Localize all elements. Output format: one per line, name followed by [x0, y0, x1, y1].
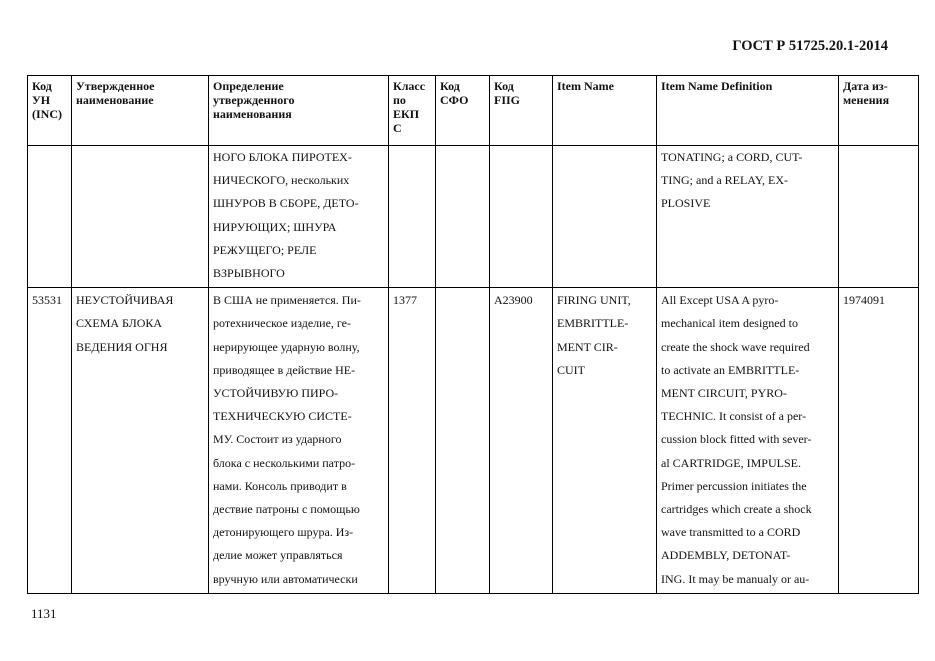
cell-text-line: FIIG: [494, 93, 521, 107]
column-header-item-name: [553, 76, 657, 146]
column-header-inc-code: [28, 76, 72, 146]
cell-text-line: нами. Консоль приводит в: [213, 478, 347, 493]
page-number: 1131: [31, 606, 57, 621]
cell-text-line: cussion block fitted with sever-: [661, 432, 812, 447]
cell-text-line: детонирующего шрура. Из-: [213, 525, 354, 540]
cell-text-line: Код: [494, 79, 514, 93]
cell-text-line: ADDEMBLY, DETONAT-: [661, 548, 791, 563]
cell-text-line: TING; and a RELAY, EX-: [661, 173, 788, 188]
cell-text-line: MENT CIRCUIT, PYRO-: [661, 386, 787, 401]
cell-text-line: TECHNIC. It consist of a per-: [661, 409, 807, 424]
cell-text-line: НИЧЕСКОГО, нескольких: [213, 173, 350, 188]
nomenclature-table: [27, 75, 919, 594]
cell-text-line: cartridges which create a shock: [661, 502, 812, 517]
cell-text-line: ШНУРОВ В СБОРЕ, ДЕТО-: [213, 196, 359, 211]
cell-text-line: Утвержденное: [76, 79, 155, 93]
cell-change-date: [839, 146, 919, 288]
cell-text-line: Класс: [393, 79, 426, 93]
cell-text-line: ВЗРЫВНОГО: [213, 266, 285, 281]
cell-text-line: Определение: [213, 79, 284, 93]
cell-text-line: 1974091: [843, 293, 885, 308]
cell-text-line: делие может управляться: [213, 548, 343, 563]
document-standard-header: ГОСТ Р 51725.20.1-2014: [732, 38, 888, 54]
cell-text-line: С: [393, 121, 402, 135]
table-row: [28, 146, 919, 288]
cell-text-line: вручную или автоматически: [213, 571, 358, 586]
cell-text-line: CUIT: [557, 362, 585, 377]
cell-item-name: [553, 288, 657, 594]
cell-sfo-code: [436, 288, 490, 594]
cell-text-line: МУ. Состоит из ударного: [213, 432, 342, 447]
cell-item-name-definition: [657, 288, 839, 594]
cell-item-name: [553, 146, 657, 288]
table-row: [28, 288, 919, 594]
cell-text-line: СХЕМА БЛОКА: [76, 316, 163, 331]
cell-text-line: create the shock wave required: [661, 339, 810, 354]
cell-text-line: утвержденного: [213, 93, 295, 107]
cell-text-line: ВЕДЕНИЯ ОГНЯ: [76, 339, 168, 354]
cell-text-line: 53531: [32, 293, 62, 308]
cell-text-line: al CARTRIDGE, IMPULSE.: [661, 455, 801, 470]
cell-item-name-definition: [657, 146, 839, 288]
cell-text-line: НИРУЮЩИХ; ШНУРА: [213, 219, 337, 234]
cell-text-line: mechanical item designed to: [661, 316, 798, 331]
cell-text-line: СФО: [440, 93, 469, 107]
cell-class: [389, 288, 436, 594]
cell-text-line: A23900: [494, 293, 533, 308]
column-header-approved-name-definition: [209, 76, 389, 146]
cell-approved-name-definition: [209, 146, 389, 288]
cell-text-line: УН: [32, 93, 51, 107]
cell-text-line: менения: [843, 93, 890, 107]
cell-text-line: Item Name: [557, 79, 614, 93]
cell-text-line: приводящее в действие НЕ-: [213, 362, 356, 377]
cell-approved-name-definition: [209, 288, 389, 594]
cell-text-line: по: [393, 93, 406, 107]
cell-text-line: наименования: [213, 107, 292, 121]
cell-text-line: дествие патроны с помощью: [213, 502, 360, 517]
column-header-class: [389, 76, 436, 146]
cell-text-line: блока с несколькими патро-: [213, 455, 356, 470]
cell-text-line: PLOSIVE: [661, 196, 711, 211]
table-header-row: [28, 76, 919, 146]
column-header-approved-name: [72, 76, 209, 146]
cell-text-line: All Except USA A pyro-: [661, 293, 779, 308]
cell-text-line: ТЕХНИЧЕСКУЮ СИСТЕ-: [213, 409, 352, 424]
cell-fiig-code: [490, 146, 553, 288]
cell-text-line: TONATING; a CORD, CUT-: [661, 150, 803, 164]
cell-text-line: НОГО БЛОКА ПИРОТЕХ-: [213, 150, 352, 164]
cell-class: [389, 146, 436, 288]
cell-text-line: Дата из-: [843, 79, 888, 93]
cell-text-line: наименование: [76, 93, 154, 107]
cell-text-line: В США не применяется. Пи-: [213, 293, 361, 308]
column-header-fiig-code: [490, 76, 553, 146]
column-header-change-date: [839, 76, 919, 146]
cell-text-line: 1377: [393, 293, 417, 308]
cell-text-line: MENT CIR-: [557, 339, 618, 354]
cell-text-line: ING. It may be manualy or au-: [661, 571, 810, 586]
cell-text-line: EMBRITTLE-: [557, 316, 629, 331]
cell-inc-code: [28, 146, 72, 288]
cell-text-line: Код: [440, 79, 460, 93]
cell-approved-name: [72, 146, 209, 288]
column-header-item-name-definition: [657, 76, 839, 146]
cell-change-date: [839, 288, 919, 594]
cell-text-line: Item Name Definition: [661, 79, 773, 93]
cell-text-line: НЕУСТОЙЧИВАЯ: [76, 293, 174, 308]
cell-fiig-code: [490, 288, 553, 594]
cell-sfo-code: [436, 146, 490, 288]
cell-text-line: УСТОЙЧИВУЮ ПИРО-: [213, 386, 339, 401]
cell-text-line: нерирующее ударную волну,: [213, 339, 360, 354]
cell-text-line: ротехническое изделие, ге-: [213, 316, 351, 331]
cell-text-line: to activate an EMBRITTLE-: [661, 362, 800, 377]
cell-text-line: Primer percussion initiates the: [661, 478, 807, 493]
cell-text-line: (INC): [32, 107, 62, 121]
cell-text-line: Код: [32, 79, 52, 93]
column-header-sfo-code: [436, 76, 490, 146]
cell-inc-code: [28, 288, 72, 594]
cell-text-line: FIRING UNIT,: [557, 293, 631, 308]
cell-approved-name: [72, 288, 209, 594]
cell-text-line: РЕЖУЩЕГО; РЕЛЕ: [213, 242, 317, 257]
cell-text-line: ЕКП: [393, 107, 420, 121]
cell-text-line: wave transmitted to a CORD: [661, 525, 801, 540]
